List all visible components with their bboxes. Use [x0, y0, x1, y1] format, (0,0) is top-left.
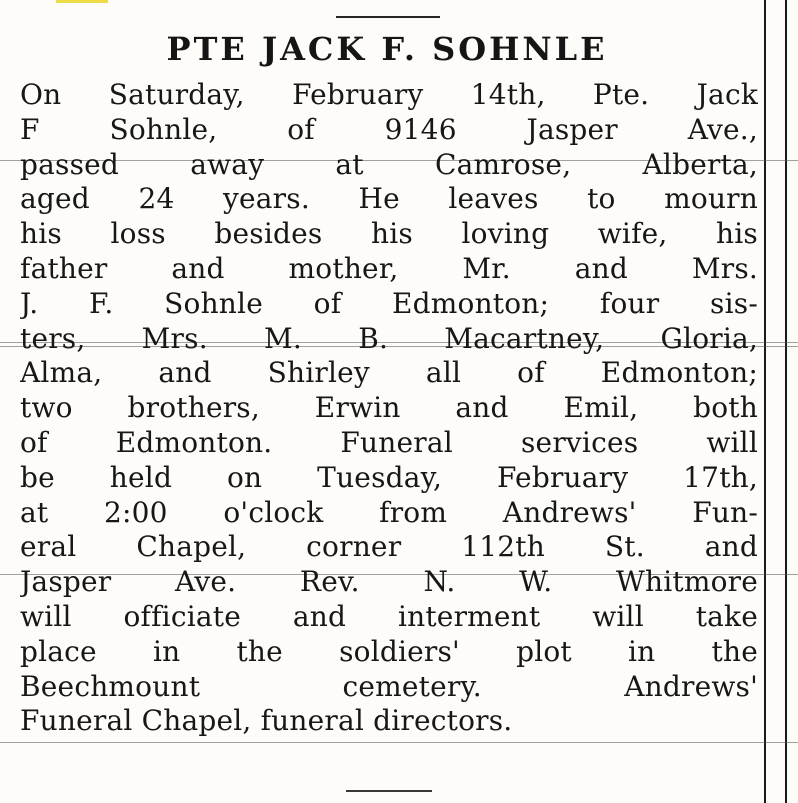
- text-line: eral Chapel, corner 112th St. and: [20, 530, 758, 564]
- text-line: Funeral Chapel, funeral directors.: [20, 704, 513, 738]
- text-line: ters, Mrs. M. B. Macartney, Gloria,: [20, 321, 758, 355]
- obituary-body: [20, 78, 758, 739]
- text-line: On Saturday, February 14th, Pte. Jack: [20, 78, 758, 111]
- bottom-rule: [346, 790, 432, 792]
- text-line: passed away at Camrose, Alberta,: [20, 147, 758, 181]
- text-line: at 2:00 o'clock from Andrews' Fun-: [20, 495, 758, 529]
- text-line: Beechmount cemetery. Andrews': [20, 669, 758, 703]
- text-line: of Edmonton. Funeral services will: [20, 425, 758, 459]
- text-line: father and mother, Mr. and Mrs.: [20, 251, 758, 285]
- top-rule: [336, 16, 440, 18]
- text-line: place in the soldiers' plot in the: [20, 634, 758, 668]
- obituary-headline: PTE JACK F. SOHNLE: [166, 30, 608, 68]
- text-line: two brothers, Erwin and Emil, both: [20, 391, 758, 425]
- tape-mark: [56, 0, 108, 3]
- scan-artifact: [0, 742, 798, 743]
- text-line: Alma, and Shirley all of Edmonton;: [20, 356, 758, 390]
- text-line: be held on Tuesday, February 17th,: [20, 460, 758, 494]
- text-line: aged 24 years. He leaves to mourn: [20, 182, 758, 216]
- text-line: F Sohnle, of 9146 Jasper Ave.,: [20, 112, 758, 146]
- text-line: will officiate and interment will take: [20, 599, 758, 633]
- text-line: Jasper Ave. Rev. N. W. Whitmore: [20, 565, 758, 599]
- text-line: his loss besides his loving wife, his: [20, 217, 758, 251]
- text-line: J. F. Sohnle of Edmonton; four sis-: [20, 286, 758, 320]
- column-rule-outer: [785, 0, 787, 803]
- column-rule: [764, 0, 766, 803]
